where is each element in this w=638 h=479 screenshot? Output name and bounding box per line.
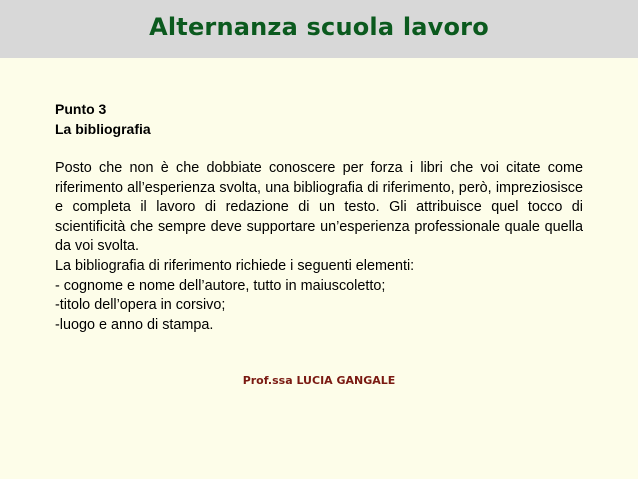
author-credit — [0, 374, 638, 387]
list-item: -luogo e anno di stampa. — [55, 316, 214, 333]
list-intro: La bibliografia di riferimento richiede i seguenti elementi: — [55, 257, 415, 274]
section-number: Punto 3 — [55, 101, 107, 117]
list-item: -titolo dell’opera in corsivo; — [55, 297, 226, 314]
body-text — [55, 159, 583, 335]
body-paragraph: Posto che non è che dobbiate conoscere per forza i libri che voi citate come riferimento all’esperienza svolta, una bibliografia di riferimento, però, impreziosisce e completa il lavoro di redazione di un testo. Gli attribuisce quel tocco di scientificità che sempre deve supportare un’esperienza professionale quale quella da voi svolta. — [55, 160, 583, 255]
slide-title: Alternanza scuola lavoro — [149, 13, 489, 41]
section-heading: La bibliografia — [55, 121, 151, 137]
list-item: - cognome e nome dell’autore, tutto in maiuscoletto; — [55, 277, 386, 294]
author-name: Prof.ssa LUCIA GANGALE — [242, 374, 396, 387]
